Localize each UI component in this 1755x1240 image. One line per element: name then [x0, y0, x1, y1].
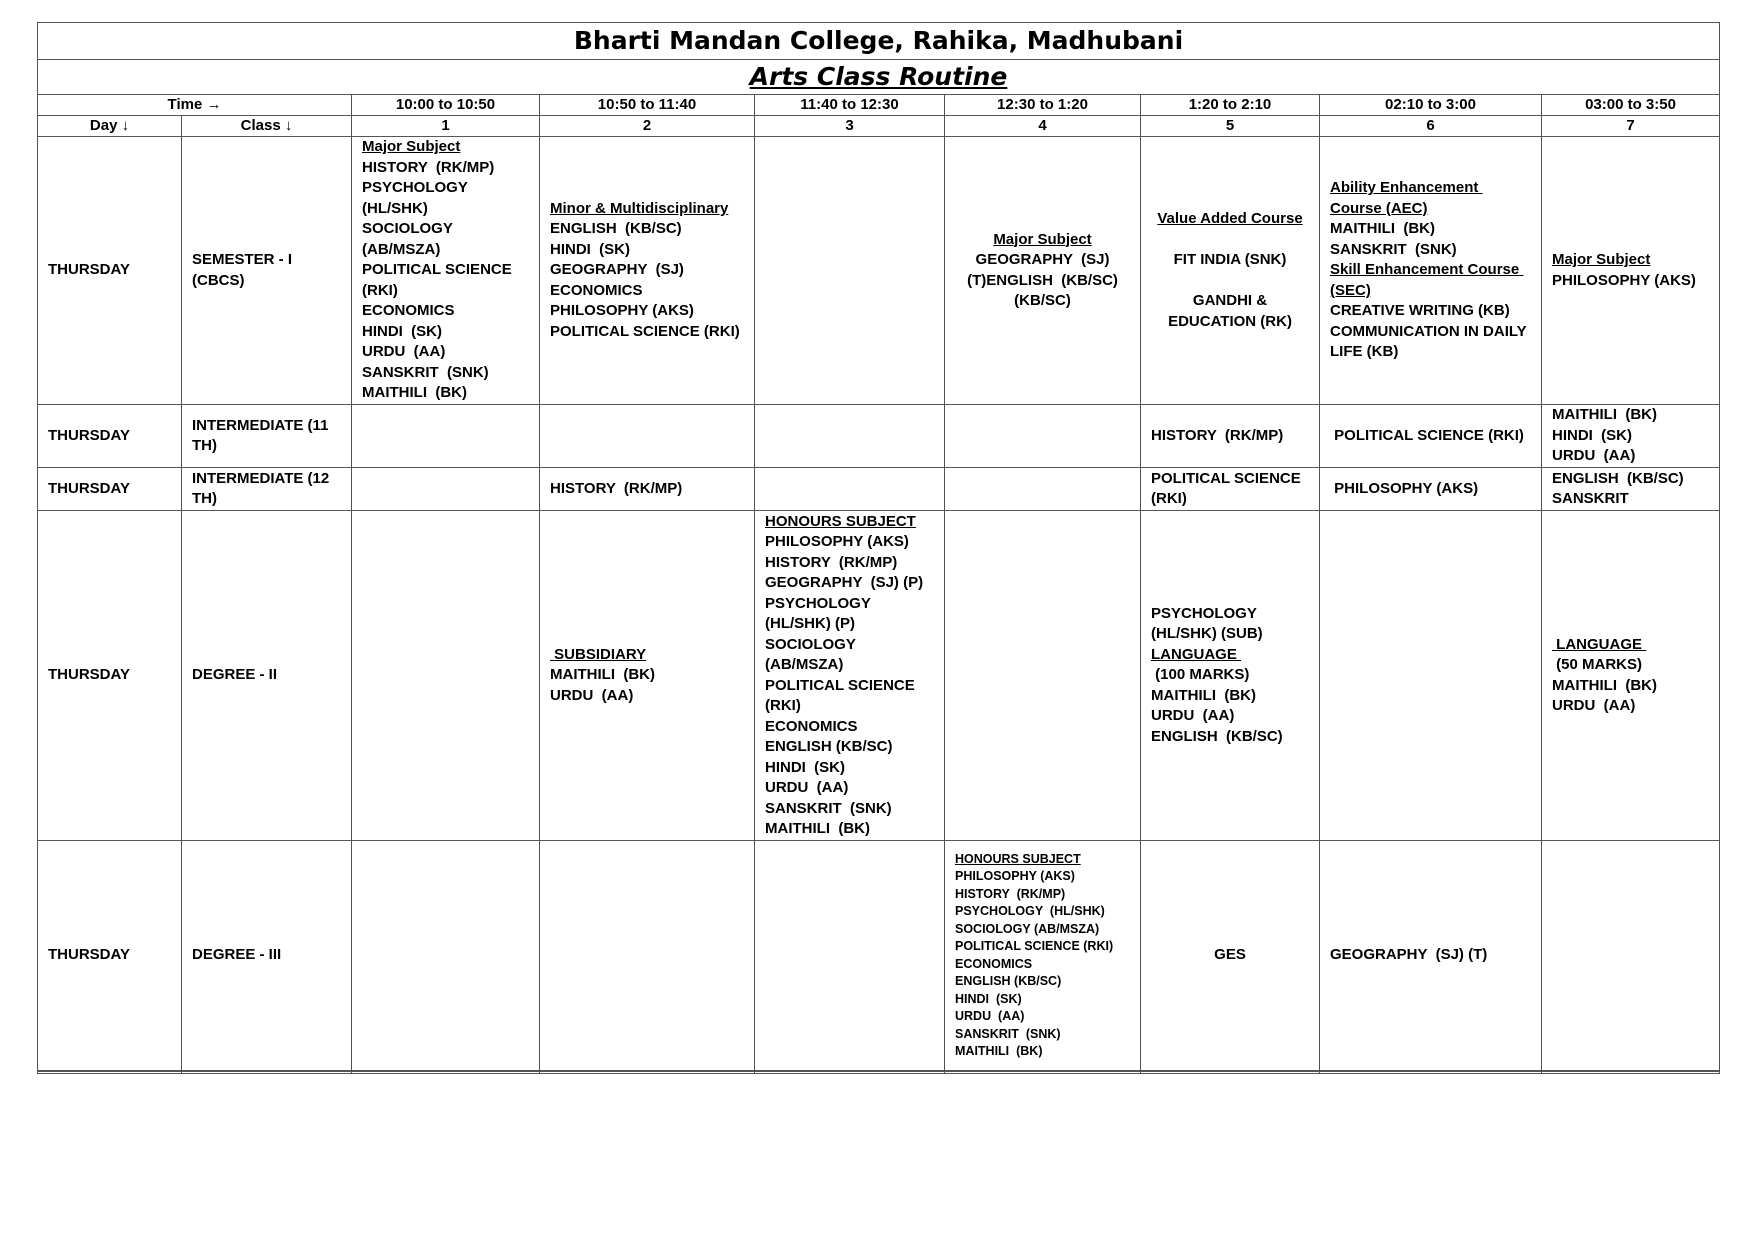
- class-cell: SEMESTER - I (CBCS): [182, 137, 352, 405]
- subject-line: ECONOMICS: [765, 717, 858, 735]
- period-number: 3: [755, 116, 945, 137]
- subject-cell: [352, 137, 540, 405]
- cell-heading: Skill Enhancement Course (SEC): [1330, 261, 1524, 299]
- language-heading: LANGUAGE: [1552, 635, 1647, 653]
- day-cell: THURSDAY: [38, 841, 182, 1072]
- routine-title: Arts Class Routine: [749, 61, 1008, 91]
- subject-cell: [755, 841, 945, 1072]
- subject-line: POLITICAL SCIENCE (RKI): [765, 676, 919, 714]
- subject-line: URDU (AA): [1151, 707, 1235, 725]
- subject-line: ECONOMICS: [362, 302, 455, 320]
- subject-line: [1151, 271, 1309, 292]
- subject-cell: [540, 841, 755, 1072]
- subject-line: MAITHILI (BK): [1552, 676, 1657, 694]
- subject-line: MAITHILI (BK): [550, 666, 655, 684]
- language-heading: LANGUAGE: [1151, 645, 1241, 663]
- period-number: 5: [1141, 116, 1320, 137]
- subject-line: HINDI (SK): [1552, 426, 1632, 444]
- subject-line: GEOGRAPHY (SJ) (T): [1330, 946, 1488, 964]
- subject-line: URDU (AA): [955, 1009, 1025, 1023]
- subject-cell: [1320, 511, 1542, 841]
- subject-cell: [945, 841, 1141, 1072]
- language-marks: (50 MARKS): [1552, 656, 1643, 673]
- subject-line: PSYCHOLOGY (HL/SHK) (SUB): [1151, 604, 1263, 643]
- college-name: Bharti Mandan College, Rahika, Madhubani: [38, 23, 1720, 60]
- subject-line: MAITHILI (BK): [1151, 686, 1256, 704]
- subject-cell: [1320, 405, 1542, 468]
- subject-line: HINDI (SK): [550, 240, 630, 258]
- subject-cell: [352, 841, 540, 1072]
- routine-row: [38, 137, 1720, 405]
- subject-line: SOCIOLOGY (AB/MSZA): [955, 921, 1100, 936]
- cell-heading: Minor & Multidisciplinary: [550, 199, 729, 217]
- subject-line: POLITICAL SCIENCE (RKI): [550, 322, 740, 340]
- language-marks: (100 MARKS): [1151, 666, 1250, 684]
- subject-cell: [1141, 137, 1320, 405]
- subject-cell: [540, 468, 755, 511]
- subject-line: URDU (AA): [765, 779, 849, 796]
- class-cell: INTERMEDIATE (12 TH): [182, 468, 352, 511]
- day-cell: THURSDAY: [38, 511, 182, 841]
- routine-title-cell: [38, 60, 1720, 95]
- cell-heading: Major Subject: [1552, 251, 1651, 268]
- subject-line: MAITHILI (BK): [955, 1044, 1043, 1058]
- cell-heading: SUBSIDIARY: [550, 645, 647, 663]
- subject-cell: [352, 511, 540, 841]
- cell-heading: Value Added Course: [1157, 210, 1303, 227]
- subject-line: POLITICAL SCIENCE (RKI): [362, 261, 516, 299]
- subject-line: FIT INDIA (SNK): [1173, 251, 1287, 268]
- period-number: 4: [945, 116, 1141, 137]
- subject-line: HISTORY (RK/MP): [765, 553, 898, 571]
- cell-heading: Major Subject: [362, 138, 461, 156]
- subject-line: ECONOMICS: [550, 281, 643, 299]
- subject-cell: [1542, 137, 1720, 405]
- day-cell: THURSDAY: [38, 137, 182, 405]
- subject-cell: [755, 405, 945, 468]
- subject-line: PHILOSOPHY (AKS): [765, 533, 909, 550]
- subject-cell: [945, 137, 1141, 405]
- day-cell: THURSDAY: [38, 405, 182, 468]
- time-slot: 10:00 to 10:50: [352, 95, 540, 116]
- subject-line: ENGLISH (KB/SC): [1552, 469, 1684, 487]
- subject-line: GEOGRAPHY (SJ) (T)ENGLISH (KB/SC) (KB/SC): [967, 251, 1123, 309]
- subject-line: PHILOSOPHY (AKS): [955, 869, 1075, 883]
- subject-cell: [1141, 511, 1320, 841]
- day-label: Day ↓: [38, 116, 182, 137]
- subject-line: ENGLISH (KB/SC): [955, 974, 1062, 988]
- subject-line: MAITHILI (BK): [362, 384, 467, 402]
- subject-line: SOCIOLOGY (AB/MSZA): [362, 220, 457, 258]
- title-row: [38, 23, 1720, 60]
- subject-cell: [540, 405, 755, 468]
- subject-line: HINDI (SK): [955, 991, 1022, 1006]
- language-line: [1151, 645, 1309, 686]
- time-slot: 12:30 to 1:20: [945, 95, 1141, 116]
- subject-line: SOCIOLOGY (AB/MSZA): [765, 635, 860, 673]
- subject-cell: [352, 468, 540, 511]
- routine-row: [38, 405, 1720, 468]
- subject-line: POLITICAL SCIENCE (RKI): [1330, 426, 1524, 444]
- subject-line: URDU (AA): [550, 686, 634, 704]
- period-row: [38, 116, 1720, 137]
- subject-cell: [1141, 841, 1320, 1072]
- subject-cell: [1542, 841, 1720, 1072]
- subject-cell: [1542, 511, 1720, 841]
- subject-cell: [1320, 137, 1542, 405]
- subject-line: URDU (AA): [362, 343, 446, 361]
- subject-line: HISTORY (RK/MP): [955, 886, 1066, 901]
- subject-cell: [945, 511, 1141, 841]
- class-label: Class ↓: [182, 116, 352, 137]
- subject-line: MAITHILI (BK): [1552, 406, 1657, 424]
- cell-heading: HONOURS SUBJECT: [765, 512, 916, 530]
- time-slot: 1:20 to 2:10: [1141, 95, 1320, 116]
- table-bottom-rule: [38, 1071, 1720, 1074]
- subject-line: MAITHILI (BK): [1330, 220, 1435, 238]
- subject-cell: [1141, 405, 1320, 468]
- time-row: [38, 95, 1720, 116]
- subject-line: HINDI (SK): [362, 322, 442, 340]
- time-slot: 02:10 to 3:00: [1320, 95, 1542, 116]
- subject-cell: [1542, 468, 1720, 511]
- subject-line: HISTORY (RK/MP): [1151, 426, 1284, 444]
- subject-line: PSYCHOLOGY (HL/SHK): [362, 179, 472, 217]
- subject-cell: [1320, 841, 1542, 1072]
- period-number: 6: [1320, 116, 1542, 137]
- subject-line: SANSKRIT (SNK): [1330, 240, 1457, 258]
- subject-cell: [1141, 468, 1320, 511]
- period-number: 7: [1542, 116, 1720, 137]
- subject-line: MAITHILI (BK): [765, 820, 870, 837]
- subject-cell: [945, 405, 1141, 468]
- subject-line: COMMUNICATION IN DAILY LIFE (KB): [1330, 322, 1531, 361]
- subject-cell: [1320, 468, 1542, 511]
- subject-line: CREATIVE WRITING (KB): [1330, 302, 1510, 320]
- subject-line: GANDHI & EDUCATION (RK): [1168, 292, 1292, 330]
- subject-cell: [540, 137, 755, 405]
- subject-line: URDU (AA): [1552, 697, 1636, 714]
- subject-line: GEOGRAPHY (SJ): [550, 261, 684, 279]
- subject-line: SANSKRIT: [1552, 490, 1629, 507]
- subject-line: HISTORY (RK/MP): [362, 158, 495, 176]
- class-cell: INTERMEDIATE (11 TH): [182, 405, 352, 468]
- subject-cell: [755, 137, 945, 405]
- subject-cell: [755, 511, 945, 841]
- language-line: [1552, 635, 1709, 676]
- subject-line: ENGLISH (KB/SC): [765, 738, 893, 755]
- routine-row: [38, 511, 1720, 841]
- cell-heading: HONOURS SUBJECT: [955, 851, 1081, 866]
- subject-line: PHILOSOPHY (AKS): [1330, 479, 1479, 497]
- subject-line: SANSKRIT (SNK): [955, 1026, 1061, 1041]
- class-cell: DEGREE - III: [182, 841, 352, 1072]
- routine-row: [38, 841, 1720, 1072]
- cell-heading: Major Subject: [993, 230, 1092, 248]
- subject-line: POLITICAL SCIENCE (RKI): [955, 939, 1114, 953]
- subject-cell: [352, 405, 540, 468]
- subject-line: ECONOMICS: [955, 956, 1033, 971]
- subject-line: POLITICAL SCIENCE (RKI): [1151, 469, 1310, 507]
- time-slot: 10:50 to 11:40: [540, 95, 755, 116]
- subject-line: ENGLISH (KB/SC): [1151, 727, 1283, 745]
- period-number: 2: [540, 116, 755, 137]
- subject-line: SANSKRIT (SNK): [362, 363, 489, 381]
- time-slot: 03:00 to 3:50: [1542, 95, 1720, 116]
- subtitle-row: [38, 60, 1720, 95]
- subject-cell: [540, 511, 755, 841]
- class-cell: DEGREE - II: [182, 511, 352, 841]
- subject-line: PHILOSOPHY (AKS): [1552, 271, 1696, 289]
- subject-line: URDU (AA): [1552, 447, 1636, 465]
- day-cell: THURSDAY: [38, 468, 182, 511]
- routine-row: [38, 468, 1720, 511]
- subject-line: PHILOSOPHY (AKS): [550, 302, 694, 320]
- subject-line: SANSKRIT (SNK): [765, 799, 892, 817]
- time-label: Time →: [38, 95, 352, 116]
- subject-line: [1151, 230, 1309, 251]
- subject-cell: [1542, 405, 1720, 468]
- subject-line: HISTORY (RK/MP): [550, 479, 683, 497]
- period-number: 1: [352, 116, 540, 137]
- subject-line: HINDI (SK): [765, 758, 845, 776]
- subject-line: GES: [1214, 946, 1246, 964]
- class-routine-table: [37, 22, 1720, 1074]
- subject-cell: [755, 468, 945, 511]
- subject-line: ENGLISH (KB/SC): [550, 220, 682, 238]
- cell-heading: Ability Enhancement Course (AEC): [1330, 179, 1483, 217]
- subject-line: GEOGRAPHY (SJ) (P) PSYCHOLOGY (HL/SHK) (P): [765, 574, 928, 632]
- subject-cell: [945, 468, 1141, 511]
- subject-line: PSYCHOLOGY (HL/SHK): [955, 904, 1105, 918]
- time-slot: 11:40 to 12:30: [755, 95, 945, 116]
